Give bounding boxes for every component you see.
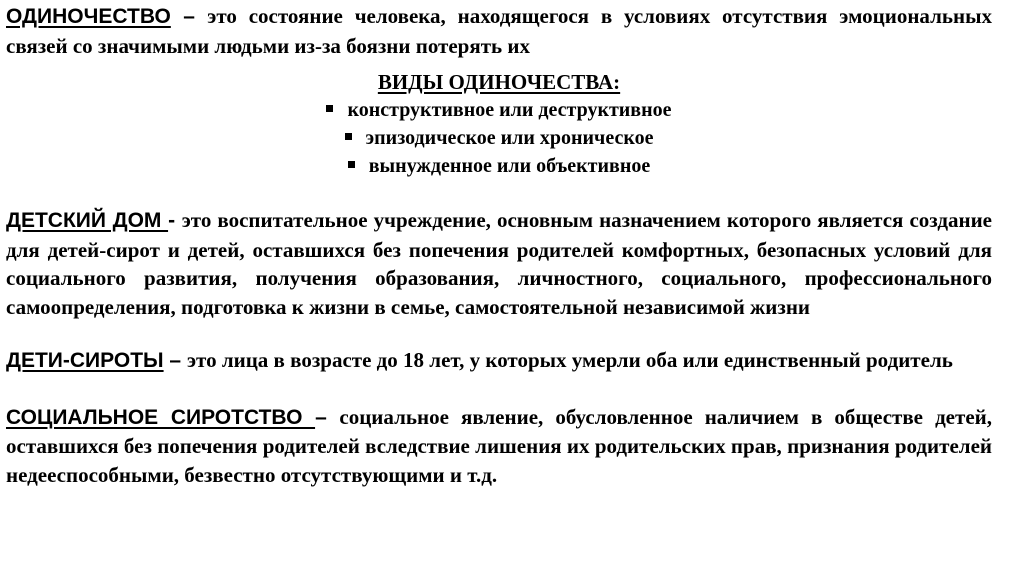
orphanage-text: это воспитательное учреждение, основным назначением которого является создание для детей-сирот и детей, оставшихся без попечения родителей комфортных, безопасных условий для социального развития, получения образования, личностного, социального, профессионального самоопределения, подготовка к жизни в семье, самостоятельной независимой жизни [6,208,992,319]
orphans-term: ДЕТИ-СИРОТЫ [6,349,164,372]
slide [6,2,992,489]
spacer [6,376,992,403]
social-orphanhood-term: СОЦИАЛЬНОЕ СИРОТСТВО [6,405,316,429]
spacer [6,321,992,346]
list-item-label: вынужденное или объективное [368,155,651,177]
spacer [6,180,992,206]
orphans-dash: – [163,349,187,372]
list-item [6,96,992,124]
list-item-label: конструктивное или деструктивное [347,99,672,121]
list-item [6,124,992,152]
square-bullet-icon [326,105,333,112]
list-item-label: эпизодическое или хроническое [365,127,654,149]
loneliness-types [6,68,992,180]
square-bullet-icon [345,133,352,140]
orphans-text: это лица в возрасте до 18 лет, у которых умерли оба или единственный родитель [186,348,953,372]
loneliness-dash: – [170,5,208,28]
loneliness-term: ОДИНОЧЕСТВО [6,5,171,28]
loneliness-text: это состояние человека, находящегося в условиях отсутствия эмоциональных связей со значимыми людьми из-за боязни потерять их [6,4,992,58]
orphans-definition [6,346,992,376]
list-item [6,152,992,180]
loneliness-types-list [6,96,992,180]
orphanage-dash: - [168,209,182,232]
orphanage-definition [6,206,992,321]
social-orphanhood-dash: – [315,405,340,429]
loneliness-types-title: ВИДЫ ОДИНОЧЕСТВА: [377,70,621,94]
social-orphanhood-definition [6,403,992,490]
square-bullet-icon [348,161,355,168]
loneliness-definition [6,2,992,60]
social-orphanhood-text: социальное явление, обусловленное наличием в обществе детей, оставшихся без попечения родителей вследствие лишения их родительских прав, признания родителей недееспособными, безвестно отсутствующими и т.д. [6,404,992,487]
orphanage-term: ДЕТСКИЙ ДОМ [6,209,169,232]
